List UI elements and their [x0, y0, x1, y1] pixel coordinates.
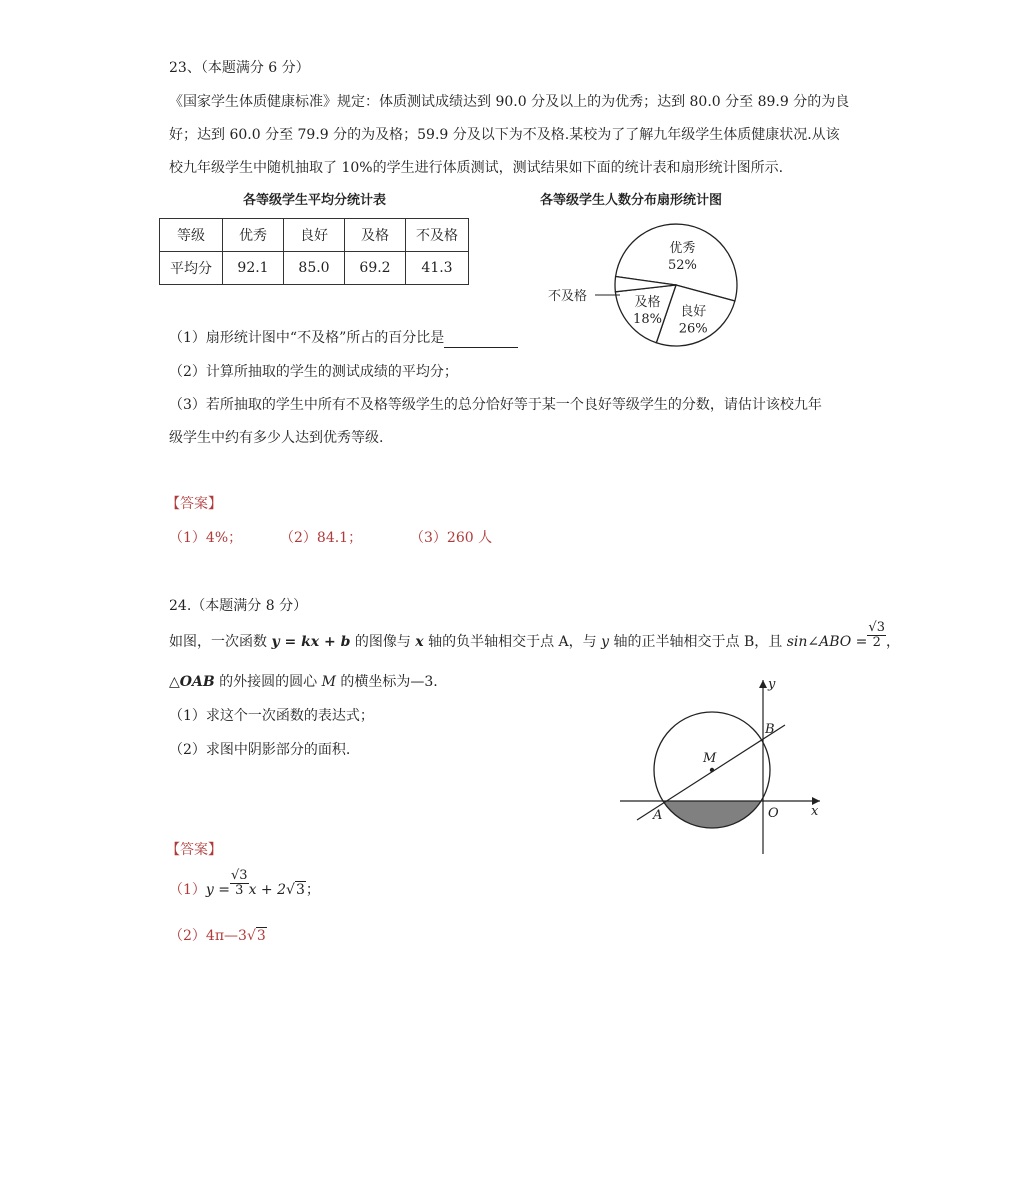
- pie-label-outside: 不及格: [548, 289, 588, 304]
- axis-label-y: y: [768, 677, 776, 692]
- fraction-denominator: 2: [872, 634, 881, 650]
- q23-answer-2: （2）84.1；: [280, 530, 363, 546]
- q24-header: 24.（本题满分 8 分）: [169, 598, 308, 614]
- q23-header: 23、（本题满分 6 分）: [169, 60, 310, 76]
- point-label-m: M: [703, 751, 717, 766]
- point-label-o: O: [768, 806, 779, 821]
- table-cell: 优秀: [223, 219, 284, 252]
- sqrt: √3: [286, 882, 305, 898]
- text: 轴的正半轴相交于点 B，且: [609, 634, 787, 650]
- text: 轴的负半轴相交于点 A，与: [423, 634, 602, 650]
- q23-answer-3: （3）260 人: [410, 530, 493, 546]
- q23-sub3-line1: （3）若所抽取的学生中所有不及格等级学生的总分恰好等于某一个良好等级学生的分数，请估计该校九年: [169, 397, 822, 413]
- point-label-a: A: [653, 808, 663, 823]
- pie-value-label: 26%: [678, 321, 708, 337]
- math-var: M: [321, 674, 336, 690]
- point-label-b: B: [765, 722, 775, 737]
- table-cell: 不及格: [406, 219, 469, 252]
- q24-sub2: （2）求图中阴影部分的面积.: [169, 742, 351, 758]
- sqrt: √3: [246, 928, 266, 944]
- q23-sub2: （2）计算所抽取的学生的测试成绩的平均分；: [169, 364, 458, 380]
- q23-sub1-text: （1）扇形统计图中“不及格”所占的百分比是: [169, 330, 445, 346]
- q23-sub3-line2: 级学生中约有多少人达到优秀等级.: [169, 430, 384, 446]
- pie-label: 优秀: [669, 240, 696, 256]
- table-cell: 85.0: [284, 252, 345, 285]
- text: ；: [305, 882, 320, 898]
- q23-sub1: [169, 328, 518, 348]
- q24-answer-1: [169, 867, 320, 900]
- q23-answer-label: 【答案】: [166, 496, 222, 512]
- center-point: [710, 768, 714, 772]
- text: ，: [885, 634, 900, 650]
- math-sin: sin∠ABO =: [786, 634, 868, 650]
- sqrt-radicand: 3: [295, 882, 305, 898]
- fraction-denominator: 3: [235, 882, 244, 898]
- math-var: x: [415, 634, 424, 650]
- text: 如图，一次函数: [169, 634, 272, 650]
- pie-label: 及格: [634, 294, 661, 310]
- q24-answer-label: 【答案】: [166, 842, 222, 858]
- fraction-numerator: √3: [231, 867, 248, 883]
- q23-intro-line1: 《国家学生体质健康标准》规定：体质测试成绩达到 90.0 分及以上的为优秀；达到 80.0 分至 89.9 分的为良: [169, 94, 850, 110]
- pie-value-label: 52%: [667, 257, 697, 273]
- table-row: [160, 219, 469, 252]
- pie-chart-title: 各等级学生人数分布扇形统计图: [540, 193, 723, 208]
- q23-answer-1: （1）4%；: [169, 530, 243, 546]
- text: 的图像与: [350, 634, 416, 650]
- fraction-numerator: √3: [868, 619, 885, 635]
- math-var: y: [601, 634, 610, 650]
- table-cell: 92.1: [223, 252, 284, 285]
- table-cell: 平均分: [160, 252, 223, 285]
- table-cell: 41.3: [406, 252, 469, 285]
- q23-intro-line2: 好；达到 60.0 分至 79.9 分的为及格；59.9 分及以下为不及格.某校为了了解九年级学生体质健康状况.从该: [169, 127, 840, 143]
- q24-intro-line2: [169, 672, 438, 692]
- table-cell: 69.2: [345, 252, 406, 285]
- text: 的横坐标为—3.: [335, 674, 438, 690]
- score-table-title: 各等级学生平均分统计表: [243, 193, 387, 208]
- sqrt-radicand: 3: [256, 928, 266, 944]
- math-var: y =: [205, 882, 231, 898]
- answer-text: （2）4π—3: [169, 928, 247, 944]
- fraction: [230, 869, 249, 898]
- table-cell: 及格: [345, 219, 406, 252]
- pie-chart: [540, 215, 800, 355]
- text: △: [169, 674, 180, 690]
- q23-intro-line3: 校九年级学生中随机抽取了 10%的学生进行体质测试，测试结果如下面的统计表和扇形统计图所示.: [169, 160, 784, 176]
- q24-answer-2: [169, 926, 267, 946]
- pie-label: 良好: [680, 304, 707, 320]
- fraction: [867, 621, 886, 650]
- table-row: [160, 252, 469, 285]
- math-func: y = kx + b: [271, 634, 351, 650]
- answer-prefix: （1）: [169, 882, 206, 898]
- math-expr: x + 2: [248, 882, 287, 898]
- table-cell: 良好: [284, 219, 345, 252]
- table-cell: 等级: [160, 219, 223, 252]
- q24-intro-line1: [169, 619, 900, 652]
- coordinate-figure: [615, 672, 835, 862]
- q24-sub1: （1）求这个一次函数的表达式；: [169, 708, 374, 724]
- axis-label-x: x: [811, 804, 819, 819]
- pie-value-label: 18%: [633, 311, 662, 327]
- answer-blank: [444, 333, 518, 348]
- score-table: [159, 218, 469, 285]
- math-triangle: OAB: [179, 674, 215, 690]
- text: 的外接圆的圆心: [214, 674, 322, 690]
